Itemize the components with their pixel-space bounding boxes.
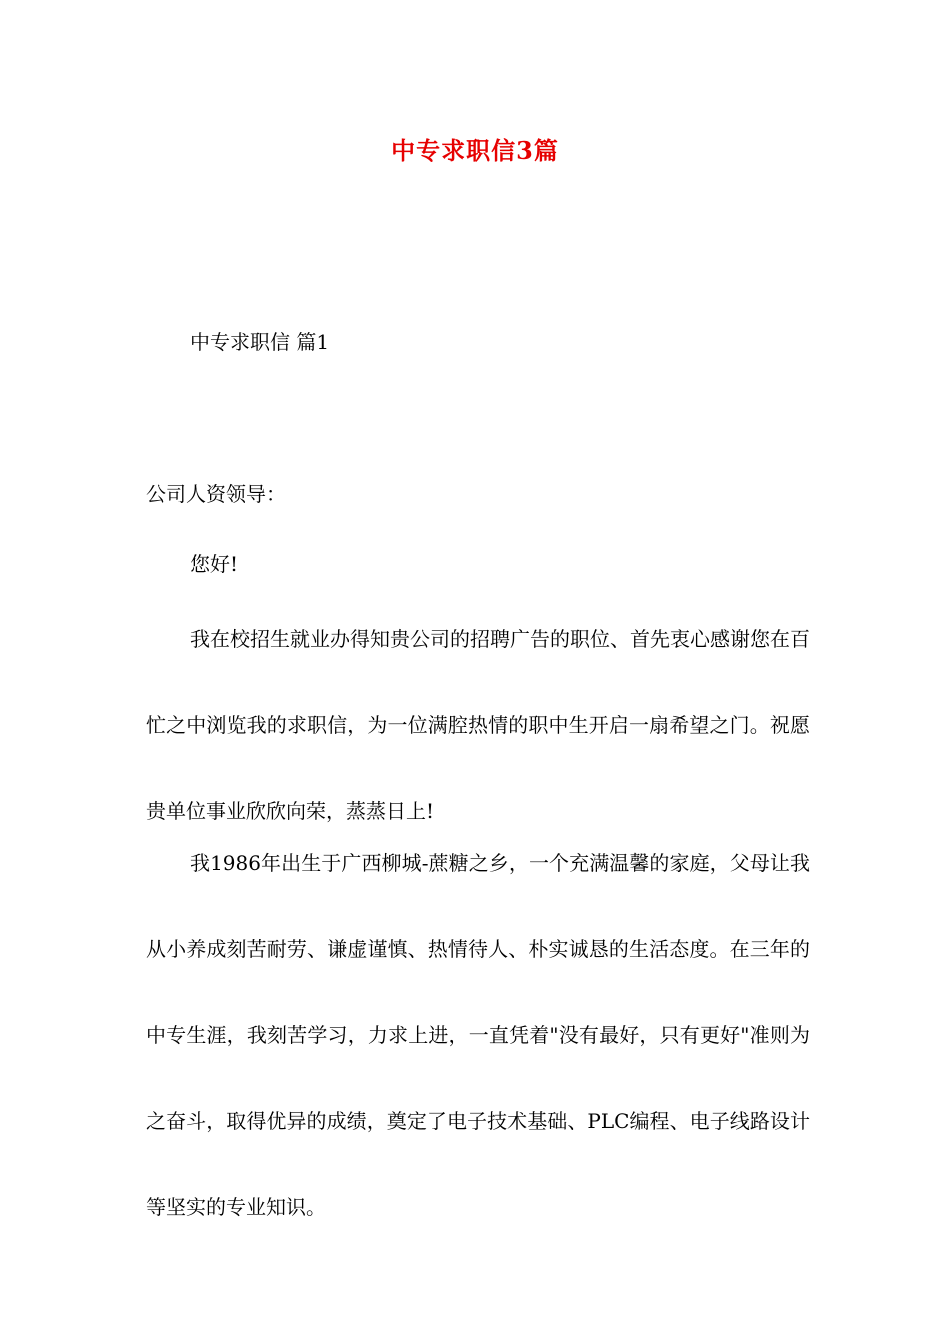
body-paragraph: 我在校招生就业办得知贵公司的招聘广告的职位、首先衷心感谢您在百忙之中浏览我的求职信，为一位满腔热情的职中生开启一扇希望之门。祝愿贵单位事业欣欣向荣，蒸蒸日上! bbox=[146, 627, 810, 823]
greeting: 您好! bbox=[190, 552, 239, 576]
salutation: 公司人资领导： bbox=[146, 482, 286, 506]
document-title: 中专求职信3篇 bbox=[391, 136, 559, 165]
body-paragraph: 我1986年出生于广西柳城-蔗糖之乡，一个充满温馨的家庭，父母让我从小养成刻苦耐劳、谦虚谨慎、热情待人、朴实诚恳的生活态度。在三年的中专生涯，我刻苦学习，力求上进，一直凭着"没有最好，只有更好"准则为之奋斗，取得优异的成绩，奠定了电子技术基础、PLC编程、电子线路设计等坚实的专业知识。 bbox=[146, 851, 810, 1219]
section-heading: 中专求职信 篇1 bbox=[190, 330, 330, 354]
